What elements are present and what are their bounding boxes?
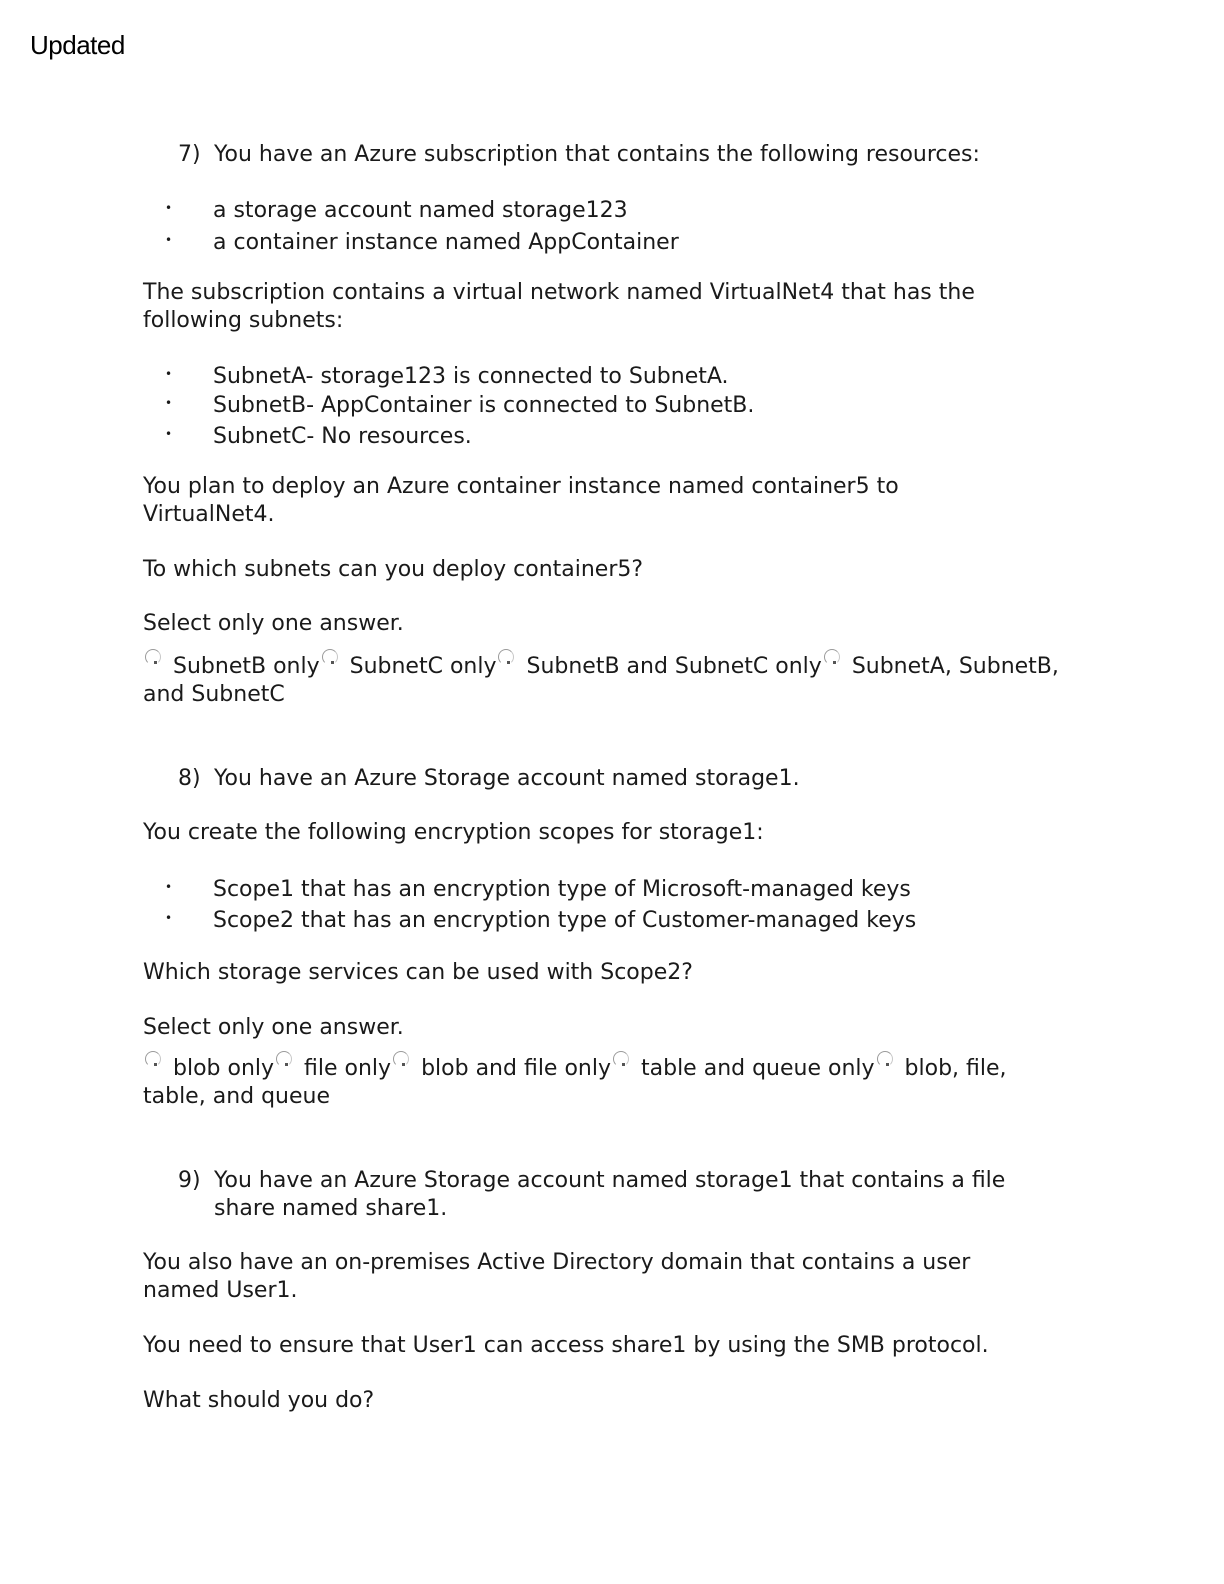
list-item: • SubnetA- storage123 is connected to SubnetA.	[165, 363, 729, 391]
q7-number: 7)	[178, 142, 201, 167]
q9-stem-line1: You have an Azure Storage account named storage1 that contains a file	[214, 1168, 1006, 1193]
option-label[interactable]: table and queue only	[641, 1056, 875, 1081]
option-label[interactable]: SubnetC only	[349, 654, 497, 679]
q9-need-text: You need to ensure that User1 can access share1 by using the SMB protocol.	[143, 1333, 989, 1358]
radio-button[interactable]	[824, 649, 840, 665]
option-label[interactable]: SubnetB and SubnetC only	[526, 654, 822, 679]
radio-button[interactable]	[145, 1051, 161, 1067]
q8-number: 8)	[178, 766, 201, 791]
radio-button[interactable]	[877, 1051, 893, 1067]
radio-button[interactable]	[393, 1051, 409, 1067]
q7-options	[143, 653, 1073, 709]
radio-button[interactable]	[613, 1051, 629, 1067]
list-item: • Scope1 that has an encryption type of Microsoft-managed keys	[165, 876, 911, 904]
option-label[interactable]: blob and file only	[421, 1056, 611, 1081]
list-item: • SubnetC- No resources.	[165, 423, 472, 451]
list-item: • SubnetB- AppContainer is connected to SubnetB.	[165, 392, 754, 420]
q8-stem-text: You have an Azure Storage account named storage1.	[214, 766, 800, 791]
q8-options	[143, 1055, 1073, 1111]
list-item: • a storage account named storage123	[165, 197, 628, 225]
q7-network-text: The subscription contains a virtual network named VirtualNet4 that has the following subnets:	[143, 280, 975, 333]
radio-button[interactable]	[322, 649, 338, 665]
option-label[interactable]: SubnetB only	[173, 654, 320, 679]
q8-instruction: Select only one answer.	[143, 1015, 404, 1040]
q8-question: Which storage services can be used with Scope2?	[143, 960, 693, 985]
option-label[interactable]: file only	[304, 1056, 392, 1081]
bullet-icon: •	[165, 233, 173, 247]
q7-stem	[178, 141, 980, 169]
q8-scopes-text: You create the following encryption scopes for storage1:	[143, 820, 764, 845]
bullet-icon: •	[165, 911, 173, 925]
list-item: • a container instance named AppContainer	[165, 229, 679, 257]
bullet-icon: •	[165, 396, 173, 410]
list-item: • Scope2 that has an encryption type of Customer-managed keys	[165, 907, 916, 935]
bullet-icon: •	[165, 427, 173, 441]
q9-stem	[178, 1167, 1005, 1195]
bullet-icon: •	[165, 367, 173, 381]
radio-button[interactable]	[276, 1051, 292, 1067]
updated-tag: Updated	[30, 30, 125, 60]
q8-stem	[178, 765, 800, 793]
radio-button[interactable]	[145, 649, 161, 665]
option-label[interactable]: blob only	[173, 1056, 275, 1081]
q9-question: What should you do?	[143, 1388, 375, 1413]
q7-stem-text: You have an Azure subscription that contains the following resources:	[214, 142, 980, 167]
bullet-icon: •	[165, 201, 173, 215]
option-label[interactable]: SubnetA, SubnetB, and SubnetC	[143, 654, 1059, 707]
bullet-icon: •	[165, 880, 173, 894]
option-label[interactable]: blob, file, table, and queue	[143, 1056, 1007, 1109]
q9-stem-line2: share named share1.	[214, 1196, 448, 1221]
q7-question: To which subnets can you deploy container5?	[143, 557, 644, 582]
q7-instruction: Select only one answer.	[143, 611, 404, 636]
q9-domain-text: You also have an on-premises Active Directory domain that contains a user named User1.	[143, 1250, 971, 1303]
q7-plan-text: You plan to deploy an Azure container instance named container5 to VirtualNet4.	[143, 474, 899, 527]
q9-number: 9)	[178, 1168, 201, 1193]
radio-button[interactable]	[498, 649, 514, 665]
